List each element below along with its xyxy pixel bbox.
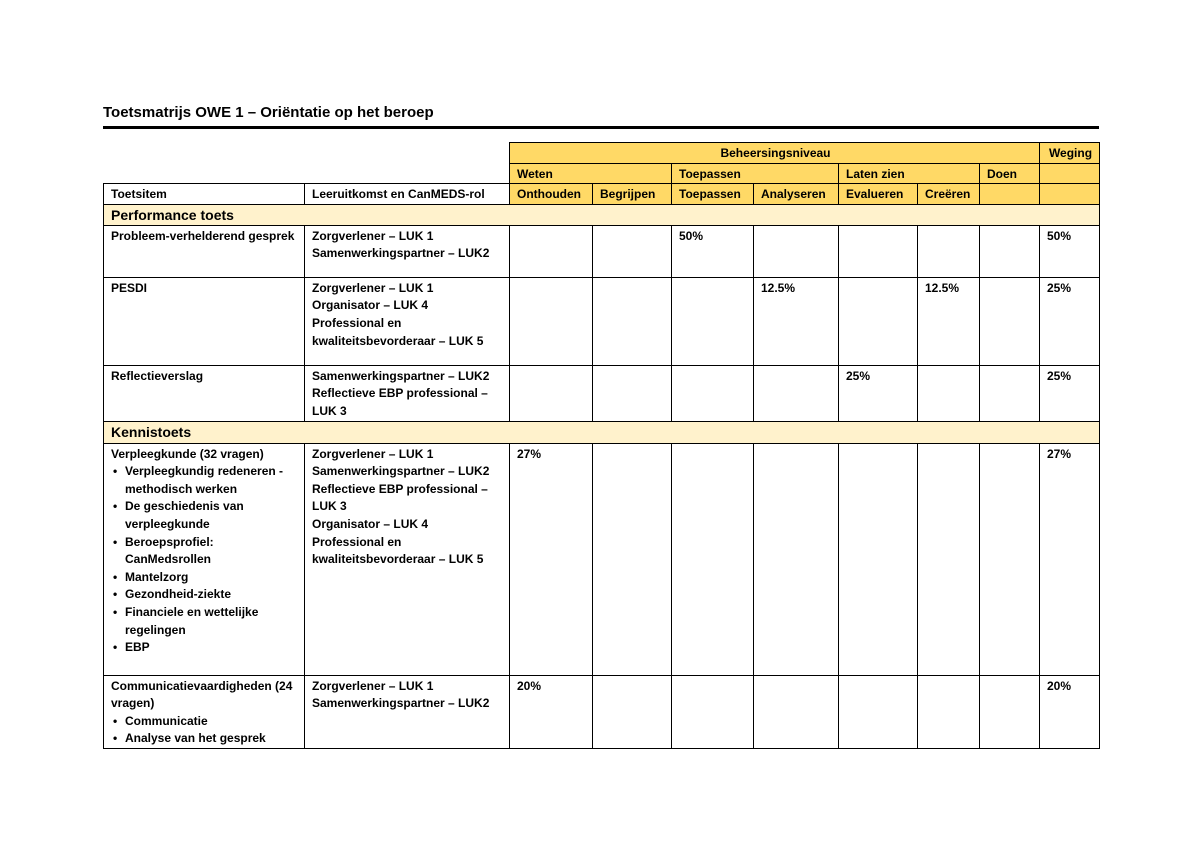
level-cell [839,277,918,365]
toetsitem-cell [104,675,305,748]
level-cell [754,225,839,277]
topic-item: • Communicatie [125,713,299,731]
topic-item: • Beroepsprofiel: CanMedsrollen [125,534,299,569]
topic-list [111,463,299,657]
level-cell [839,225,918,277]
weging-header: Weging [1040,143,1100,164]
level-header-begrijpen: Begrijpen [593,184,672,205]
weging-cell: 25% [1040,277,1100,365]
level-cell [839,675,918,748]
table-row [104,443,1100,675]
col-header-leeruitkomst: Leeruitkomst en CanMEDS-rol [305,184,510,205]
group-laten-zien: Laten zien [839,163,980,184]
header-row-1 [104,143,1100,164]
level-cell [980,225,1040,277]
toetsitem-cell [104,277,305,365]
leeruitkomst-cell: Samenwerkingspartner – LUK2 Reflectieve EBP professional – LUK 3 [305,365,510,421]
topic-item: • EBP [125,639,299,657]
table-row [104,277,1100,365]
topic-list [111,713,299,748]
level-header-creeren: Creëren [918,184,980,205]
document-title: Toetsmatrijs OWE 1 – Oriëntatie op het beroep [103,104,434,121]
topic-item: • Gezondheid-ziekte [125,586,299,604]
level-cell: 50% [672,225,754,277]
level-cell [754,365,839,421]
topic-item: • Mantelzorg [125,569,299,587]
section-row [104,204,1100,225]
level-cell [980,675,1040,748]
level-header-evalueren: Evalueren [839,184,918,205]
level-header-analyseren: Analyseren [754,184,839,205]
toetsitem-name: Communicatievaardigheden (24 vragen) [111,678,293,711]
table-row [104,675,1100,748]
level-cell [593,225,672,277]
group-toepassen: Toepassen [672,163,839,184]
beheersingsniveau-header: Beheersingsniveau [510,143,1040,164]
level-cell [980,365,1040,421]
level-cell [754,443,839,675]
table-row [104,365,1100,421]
toetsitem-cell [104,225,305,277]
toetsitem-name: Verpleegkunde (32 vragen) [111,446,264,461]
level-cell [510,365,593,421]
title-underline [103,126,1099,129]
weging-header-spacer [1040,163,1100,184]
level-cell [672,365,754,421]
section-row [104,421,1100,443]
header-row-3 [104,184,1100,205]
toetsitem-name: Reflectieverslag [111,368,204,383]
group-doen: Doen [980,163,1040,184]
leeruitkomst-cell: Zorgverlener – LUK 1 Samenwerkingspartner – LUK2 [305,675,510,748]
level-cell [980,443,1040,675]
level-cell [918,443,980,675]
level-cell [918,225,980,277]
level-header-onthouden: Onthouden [510,184,593,205]
leeruitkomst-cell: Zorgverlener – LUK 1 Samenwerkingspartner – LUK2 [305,225,510,277]
weging-cell: 50% [1040,225,1100,277]
leeruitkomst-cell: Zorgverlener – LUK 1 Samenwerkingspartner – LUK2 Reflectieve EBP professional – LUK 3 Organisator – LUK 4 Professional en kwaliteitsbevorderaar – LUK 5 [305,443,510,675]
level-cell [672,675,754,748]
section-title: Performance toets [104,204,1100,225]
level-cell [918,365,980,421]
level-cell [593,277,672,365]
level-cell: 20% [510,675,593,748]
toetsmatrijs-table [103,142,1100,749]
topic-item: • De geschiedenis van verpleegkunde [125,498,299,533]
section-title: Kennistoets [104,421,1100,443]
level-cell: 12.5% [754,277,839,365]
header-row-2 [104,163,1100,184]
level-cell [672,443,754,675]
toetsitem-cell [104,443,305,675]
level-cell [593,443,672,675]
level-cell [593,675,672,748]
toetsitem-name: PESDI [111,280,148,295]
level-cell [672,277,754,365]
col-header-toetsitem: Toetsitem [104,184,305,205]
level-cell: 25% [839,365,918,421]
level-cell [839,443,918,675]
topic-item: • Verpleegkundig redeneren - methodisch werken [125,463,299,498]
topic-item: • Analyse van het gesprek [125,730,299,748]
level-cell [593,365,672,421]
group-weten: Weten [510,163,672,184]
level-cell [980,277,1040,365]
topic-item: • Financiele en wettelijke regelingen [125,604,299,639]
level-header-toepassen: Toepassen [672,184,754,205]
level-cell: 27% [510,443,593,675]
leeruitkomst-cell: Zorgverlener – LUK 1 Organisator – LUK 4 Professional en kwaliteitsbevorderaar – LUK 5 [305,277,510,365]
weging-cell: 27% [1040,443,1100,675]
level-cell [510,225,593,277]
level-cell [918,675,980,748]
weging-cell: 20% [1040,675,1100,748]
toetsitem-cell [104,365,305,421]
level-cell [754,675,839,748]
level-cell: 12.5% [918,277,980,365]
toetsitem-name: Probleem-verhelderend gesprek [111,228,295,243]
weging-header-blank [1040,184,1100,205]
level-cell [510,277,593,365]
level-header-blank [980,184,1040,205]
weging-cell: 25% [1040,365,1100,421]
table-row [104,225,1100,277]
